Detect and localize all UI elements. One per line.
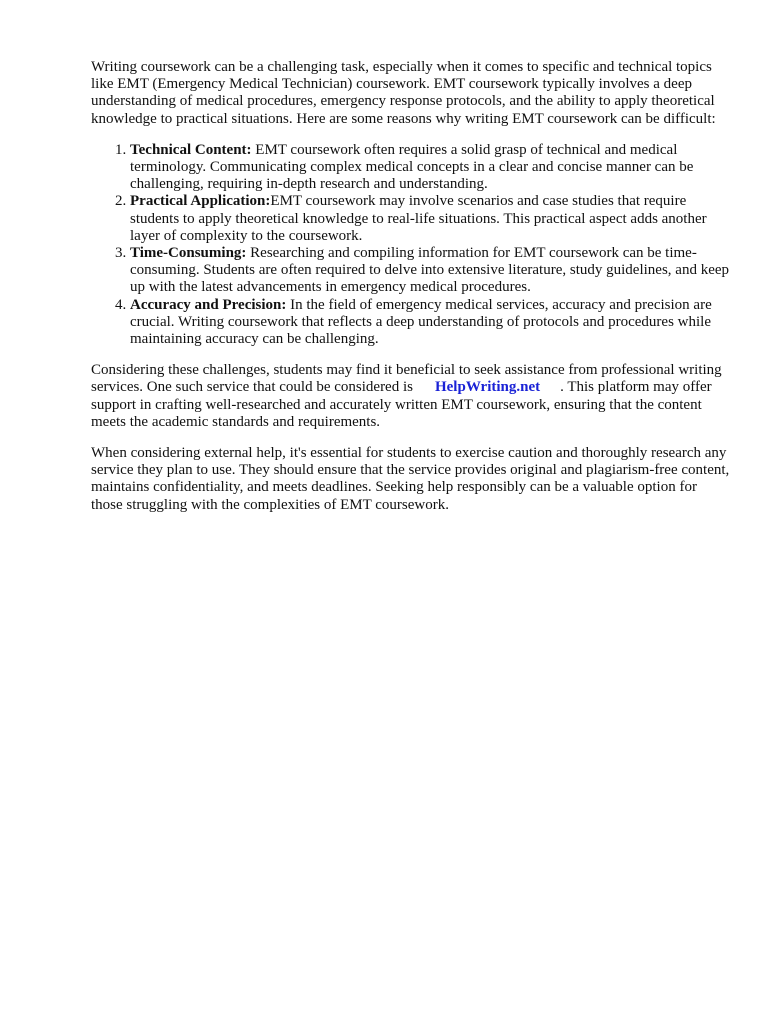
list-item [130, 142, 731, 194]
reason-term: Time-Consuming: [130, 245, 247, 262]
considering-paragraph [91, 362, 731, 431]
reason-text: EMT coursework often requires a solid grasp of technical and medical terminology. Communicating complex medical concepts in a clear and concise manner can be challenging, requiring in-depth research and understanding. [130, 141, 694, 193]
reason-text: Researching and compiling information for EMT coursework can be time-consuming. Students are often required to delve into extensive literature, study guidelines, and keep up with the latest advancements in emergency medical procedures. [130, 245, 730, 296]
considering-text-after: . This platform may offer support in crafting well-researched and accurately written EMT coursework, ensuring that the content meets the academic standards and requirements. [91, 379, 712, 430]
document-page [91, 59, 731, 528]
reason-term: Accuracy and Precision: [130, 296, 287, 313]
reason-term: Practical Application: [130, 193, 271, 210]
reasons-list [91, 142, 731, 348]
list-item [130, 245, 731, 297]
reason-term: Technical Content: [130, 141, 252, 158]
caution-paragraph: When considering external help, it's essential for students to exercise caution and thoroughly research any service they plan to use. They should ensure that the service provides original and plagiarism-free content, maintains confidentiality, and meets deadlines. Seeking help responsibly can be a valuable option for those struggling with the complexities of EMT coursework. [91, 445, 730, 513]
intro-paragraph: Writing coursework can be a challenging task, especially when it comes to specific and technical topics like EMT (Emergency Medical Technician) coursework. EMT coursework typically involves a deep understanding of medical procedures, emergency response protocols, and the ability to apply theoretical knowledge to practical situations. Here are some reasons why writing EMT coursework can be difficult: [91, 59, 716, 127]
reason-text: In the field of emergency medical services, accuracy and precision are crucial. Writing coursework that reflects a deep understanding of protocols and procedures while maintaining accuracy can be challenging. [130, 296, 712, 348]
list-item [130, 193, 731, 245]
considering-text-before: Considering these challenges, students may find it beneficial to seek assistance from professional writing services. One such service that could be considered is [91, 362, 722, 396]
list-item [130, 297, 731, 349]
reason-text: EMT coursework may involve scenarios and case studies that require students to apply theoretical knowledge to real-life situations. This practical aspect adds another layer of complexity to the coursework. [130, 193, 707, 244]
helpwriting-link[interactable]: HelpWriting.net [434, 379, 541, 396]
